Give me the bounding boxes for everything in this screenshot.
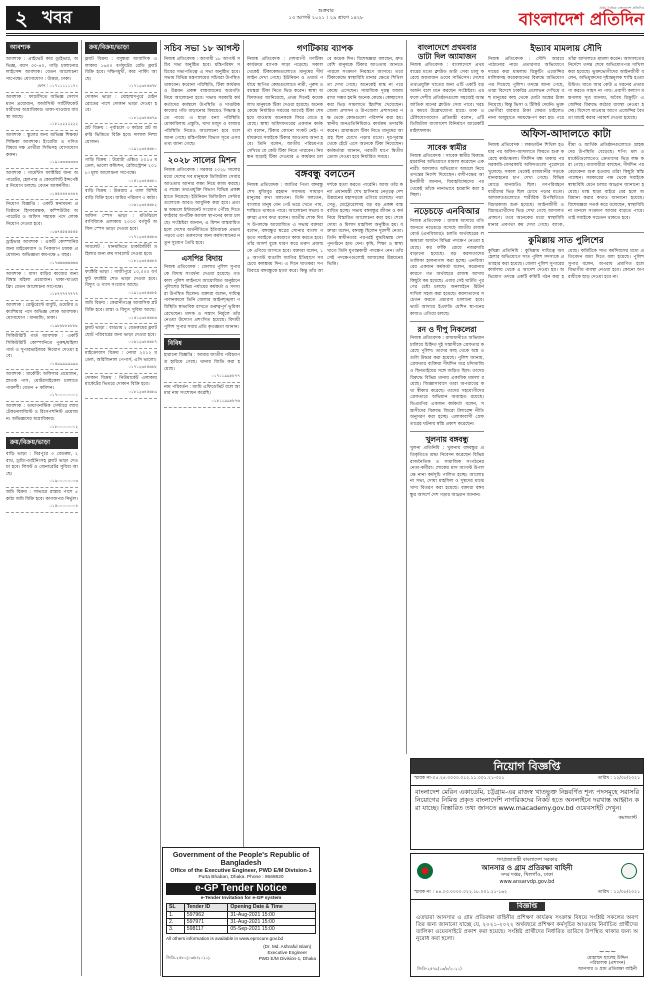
classified-ad-phone: ০১৬৭৫৫৫৫৫৫৫ <box>49 228 78 234</box>
issue-date <box>206 8 446 22</box>
article-body: নিজস্ব প্রতিবেদক : লকডাউন শিথিল হওয়ার পর অফিস-আদালতে ফিরতে শুরু করেছে কর্মচাঞ্চল্য। দীর্ঘদিন বন্ধ থাকার পর সরকারি-বেসরকারি অফিসগুলো পুরোদমে খুলেছে। সকাল থেকেই রাজধানীর সড়কে যানবাহনের চাপ দেখা গেছে। বিভিন্ন মোড়ে যানজটও ছিল। গণপরিবহনে যাত্রীদের ভিড় ছিল চোখে পড়ার মতো। আদালতগুলোতে শারীরিক উপস্থিতিতে বিচারকাজ শুরু হয়েছে। আইনজীবী ও বিচারপ্রার্থীদের ভিড় দেখা গেছে আদালত প্রাঙ্গণে। তবে অনেকের মধ্যে স্বাস্থ্যবিধি মানার প্রবণতা কম দেখা গেছে। ব্যাংক, বীমা ও আর্থিক প্রতিষ্ঠানগুলোতে গ্রাহকদের উপস্থিতি বেড়েছে। শপিং মল ও মার্কেটগুলোতেও ক্রেতাদের ভিড় লক্ষ করা গেছে। ব্যবসায়ীরা বলছেন, দীর্ঘদিন পর বেচাকেনা শুরু হওয়ায় তাঁরা কিছুটা স্বস্তি পাচ্ছেন। সরকারের পক্ষ থেকে সবাইকে স্বাস্থ্যবিধি মেনে চলার আহ্বান জানানো হয়েছে। মাস্ক ছাড়া বাইরে বের হলে জরিমানা করার কথাও জানানো হয়েছে। বিশেষজ্ঞরা সতর্ক করে বলেছেন, স্বাস্থ্যবিধি না মানলে সংক্রমণ আবার বাড়তে পারে। তাই সবাইকে সচেতন থাকতে হবে। <box>488 143 644 228</box>
classified-ad <box>164 353 240 382</box>
divider <box>488 125 644 126</box>
section-title: খবর <box>42 7 72 28</box>
classified-ad-text: মাইক্রোবাস বিক্রয় : নোয়া ২০১২ মডেল, অরিজিনাল পেপার্স, এসি ভালো। <box>85 350 157 363</box>
ansar-signature <box>578 947 637 973</box>
classified-ad-text: আবশ্যক : স্কুলের জন্য অভিজ্ঞ শিক্ষক/শিক্ষিকা আবশ্যক। ইংরেজি ও গণিত বিষয়ে দক্ষ প্রার্থীরা সিভিসহ যোগাযোগ করুন। <box>6 132 78 158</box>
classified-ad-text: নাম পরিবর্তন : আমি এফিডেভিট বলে আমার নাম সংশোধন করেছি। <box>164 384 240 397</box>
divider <box>247 165 403 166</box>
headline-comilla-police: কুমিল্লায় সাত পুলিশের <box>528 236 604 247</box>
classified-ad-text: আবশ্যক : প্রাইভেট কার ড্রাইভার, অভিজ্ঞ, বয়স ৩০-৪০, গাড়ি চালানোর লাইসেন্স আবশ্যক। বেতন আলোচনা সাপেক্ষে। যোগাযোগ : উত্তরা, ঢাকা। <box>6 57 78 82</box>
tender-sign-row <box>166 942 316 961</box>
ansar-logo-icon <box>621 863 637 879</box>
classified-ad-text: আবশ্যক : ডায়াগনস্টিক সেন্টারে ল্যাব টেকনোলজিস্ট ও রিসেপশনিস্ট প্রয়োজন। অভিজ্ঞদের অগ্রাধিকার। <box>6 403 78 422</box>
tender-cell: 597971 <box>184 919 228 926</box>
ansar-sign-2: পরিচালক (প্রশাসন) <box>589 961 626 967</box>
ansar-sign-3: আনসার ও গ্রাম প্রতিরক্ষা বাহিনী <box>578 967 637 973</box>
classified-ad <box>85 126 157 155</box>
classified-ad-phone: ০১৮৭৭৭৭৭৭৭৭ <box>49 291 78 297</box>
classified-ad-text: বাড়ি বিক্রয় : উত্তরায় ৫ তলা বিশিষ্ট বাড়ি বিক্রি হবে। জমির পরিমাণ ৩ কাঠা। <box>85 189 157 201</box>
classified-ad-text: বাড়ি ভাড়া : মিরপুরে ৩ বেডরুম, ২ বাথ, ড্রয়িং-ডাইনিংসহ ফ্ল্যাট ভাড়া দেওয়া হবে। লিফট ও জেনারেটর সুবিধা আছে। <box>6 452 78 477</box>
signature-scribble: ~~~ <box>598 947 617 956</box>
ansar-date: তারিখ : ১১/০৮/২০২১ <box>597 890 640 896</box>
headline-sp-farewell: এসপির বিদায় <box>181 254 223 264</box>
news-column-4 <box>247 42 403 842</box>
ansar-header <box>411 854 643 888</box>
classified-ad <box>85 189 157 212</box>
classified-ad <box>6 202 78 238</box>
classified-ad <box>85 376 157 399</box>
article-body: নিজস্ব প্রতিবেদক : আগামী ১৮ আগস্ট সচিব সভা অনুষ্ঠিত হবে। মন্ত্রিপরিষদ সচিবের সভাপতিত্বে এ সভা অনুষ্ঠিত হবে। সভায় বিভিন্ন মন্ত্রণালয়ের সচিবরা উপস্থিত থাকবেন। করোনা পরিস্থিতি, টিকা কার্যক্রম ও উন্নয়ন প্রকল্প বাস্তবায়নের অগ্রগতি নিয়ে আলোচনা হবে। সভায় সরকারি কর্মকর্তাদের কর্মস্থলে উপস্থিতি ও দাপ্তরিক কাজের গতি বাড়ানোর বিষয়েও সিদ্ধান্ত হতে পারে। এ ছাড়া বন্যা পরিস্থিতি মোকাবিলায় প্রস্তুতি, খাদ্য মজুদ ও বাজার পরিস্থিতি নিয়েও আলোচনা হবে বলে জানা গেছে। মন্ত্রিপরিষদ বিভাগ সূত্রে এসব তথ্য জানা গেছে। <box>164 56 240 148</box>
classified-ad-phone: ফোন : ০১৭১১১১১১৭১ <box>37 83 78 89</box>
article-body: নিজস্ব প্রতিবেদক : দেশব্যাপী গণটিকা কার্যক্রমে ব্যাপক সাড়া পড়েছে। সকাল থেকেই টিকাকেন্দ্রগুলোতে মানুষের দীর্ঘ লাইন দেখা গেছে। ইউনিয়ন ও ওয়ার্ড পর্যায়ে স্থাপিত কেন্দ্রগুলোতে নারী, পুরুষ ও বয়স্করা টিকা নিতে ভিড় করেন। স্বাস্থ্য অধিদফতর জানিয়েছে, প্রথম দিনেই কয়েক লাখ মানুষকে টিকা দেওয়া হয়েছে। অনেক কেন্দ্রে নির্ধারিত সময়ের আগেই টিকা শেষ হয়ে যাওয়ায় অনেককে ফিরে যেতে হয়েছে। স্বাস্থ্য অধিদফতরের একজন কর্মকর্তা বলেন, টিকার কোনো সংকট নেই। পর্যায়ক্রমে সবাইকে টিকার আওতায় আনা হবে। তিনি বলেন, জাতীয় পরিচয়পত্র দেখিয়ে যে কেউ টিকা নিতে পারবেন। নিবন্ধন ছাড়াই টিকা দেওয়ার এ কার্যক্রম চলবে কয়েক দিন। বিশেষজ্ঞরা বলছেন, দ্রুত বেশি মানুষকে টিকার আওতায় আনতে পারলে সংক্রমণ নিয়ন্ত্রণে আসবে। তবে টিকাকেন্দ্রে স্বাস্থ্যবিধি মানার ক্ষেত্রে শিথিলতা দেখা গেছে। অনেকেই মাস্ক না পরে কেন্দ্রে এসেছেন। সামাজিক দূরত্ব বজায় রাখা সম্ভব হয়নি অনেক কেন্দ্রে। স্বেচ্ছাসেবকরা ভিড় সামলাতে হিমশিম খেয়েছেন। জেলা প্রশাসন ও উপজেলা প্রশাসনের পক্ষ থেকে কেন্দ্রগুলো পরিদর্শন করা হয়। স্থানীয় জনপ্রতিনিধিরাও কার্যক্রম তদারকি করেন। গ্রামাঞ্চলে টিকা নিতে মানুষের আগ্রহ ছিল চোখে পড়ার মতো। দূর-দূরান্ত থেকে হেঁটে এসে অনেকে টিকা নিয়েছেন। কর্মকর্তারা জানান, পরবর্তী ধাপে দ্বিতীয় ডোজ দেওয়া হবে নির্ধারিত সময়ে। <box>247 56 403 161</box>
headline-mission-2028: ২০২৮ সালের মিশন <box>167 155 237 166</box>
tender-row <box>167 919 316 926</box>
article-body: কুমিল্লা প্রতিনিধি : কুমিল্লায় দায়িত্বে অবহেলার অভিযোগে সাত পুলিশ সদস্যকে প্রত্যাহার করা হয়েছে। জেলা পুলিশ সুপারের কার্যালয় থেকে এ আদেশ দেওয়া হয়। অভিযোগ তদন্তে একটি কমিটি গঠন করা হয়েছে। কমিটিকে সাত কর্মদিবসের মধ্যে প্রতিবেদন জমা দিতে বলা হয়েছে। পুলিশ সুপার বলেন, অপরাধ প্রমাণিত হলে বিভাগীয় ব্যবস্থা নেওয়া হবে। কোনো অপরাধীকে ছাড় দেওয়া হবে না। <box>488 248 644 281</box>
classifieds-column-2 <box>85 42 157 978</box>
headline-bangabandhu: বঙ্গবন্ধু বলতেন <box>295 169 355 180</box>
article-body: নিজস্ব প্রতিবেদক : সৌদি আরবে পাঠানোর নামে প্রতারণার অভিযোগে দায়ের করা মামলায় রিক্রুটিং এজেন্সির মালিকসহ কয়েকজনের বিরুদ্ধে অভিযোগপত্র দিয়েছে পুলিশ। তদন্তে জানা গেছে, তারা বিদেশে চাকরির প্রলোভন দেখিয়ে বহু মানুষের কাছ থেকে মোটা অঙ্কের টাকা নিয়েছে। কিন্তু ভিসা ও টিকিট দেয়নি। ভুক্তভোগীরা বারবার টাকা ফেরত চাইলেও নানা অজুহাতে সময়ক্ষেপণ করা হয়। পরে তাঁরা আদালতে মামলা করেন। আদালতের নির্দেশে তদন্ত শেষে অভিযোগপত্র দাখিল করা হয়েছে। ভুক্তভোগীদের আইনজীবী বলেন, অভিযুক্তদের দৃষ্টান্তমূলক শাস্তি হওয়া উচিত। যাতে আর কেউ এ ধরনের প্রতারণা করতে সাহস না পায়। প্রবাসী কল্যাণ মন্ত্রণালয় সূত্র জানায়, অবৈধ রিক্রুটিং এজেন্সির বিরুদ্ধে কঠোর ব্যবস্থা নেওয়া হচ্ছে। বিদেশে যাওয়ার আগে এজেন্সির বৈধতা যাচাই করার পরামর্শ দেওয়া হয়েছে। <box>488 56 644 121</box>
classified-ad-text: ফ্ল্যাট বিক্রয় : বসুন্ধরা আবাসিক এলাকায় ১৬০০ বর্গফুটের রেডি ফ্ল্যাট বিক্রি হবে। দক্ষিণমুখী, কার পার্কিং আছে। <box>85 57 157 82</box>
classified-ad <box>85 57 157 93</box>
column-divider <box>81 40 82 976</box>
tender-table <box>166 903 316 934</box>
classified-ad <box>6 95 78 131</box>
divider <box>164 334 240 335</box>
headline-ron-dipu: রন ও দীপু নিকলেরা <box>417 325 477 335</box>
classified-ad-phone: ০১৮০০০০০০০২ <box>49 423 78 429</box>
ansar-body: এতদ্বারা আনসার ও গ্রাম প্রতিরক্ষা বাহিনীর প্রশিক্ষণ কার্যক্রম সংক্রান্ত বিষয়ে সংশ্লিষ্ট সকলের অবগতির জন্য জানানো যাচ্ছে যে, ২০২১-২০২২ অর্থবছরে প্রশিক্ষণ কর্মসূচির আওতায় নির্বাচিত প্রার্থীদের তালিকা ওয়েবসাইটে প্রকাশ করা হয়েছে। সংশ্লিষ্ট প্রার্থীদের নির্ধারিত তারিখে উপস্থিত থাকার জন্য অনুরোধ করা হলো। <box>416 914 638 943</box>
classified-ad-text: দোকান বিক্রয় : নিউমার্কেট এলাকায় মার্কেটের ভিতরে দোকান বিক্রি হবে। <box>85 375 157 388</box>
classified-ad <box>6 452 78 488</box>
tender-cell: 1. <box>167 911 185 918</box>
tender-cell: 598117 <box>184 926 228 933</box>
recruitment-memo: স্মারক নং-০৫.২৪.০০০০.০১২.১১.০০১.২১-৩২১ <box>414 776 505 781</box>
column-divider <box>243 40 244 848</box>
issue-day: শুক্রবার <box>318 8 334 14</box>
divider <box>410 203 484 204</box>
classified-ad-phone: ০১৫১২৩৪৫৬৮৬ <box>128 314 157 320</box>
classified-ad-text: সাবলেট : ধানমন্ডিতে চাকরিজীবী মহিলার জন্য রুম সাবলেট দেওয়া হবে। <box>85 245 157 257</box>
classified-ad <box>6 133 78 169</box>
classified-ad <box>85 95 157 124</box>
misc-head: বিবিধ <box>164 338 240 350</box>
recruitment-title: নিয়োগ বিজ্ঞপ্তি <box>411 759 643 774</box>
classified-ad-phone: ০১৯১২৩৪৫৬৮০ <box>128 146 157 152</box>
classifieds-head-2: ক্রয়/বিক্রয়/ভাড়া <box>6 437 78 449</box>
tender-footer: All others information is available in www.eprocure.gov.bd <box>166 935 284 941</box>
divider <box>164 152 240 153</box>
ansar-org <box>482 857 573 885</box>
classified-ad-phone: ০১৯৮৮৮৮৮৮৮৮ <box>49 322 78 328</box>
classified-ad <box>85 326 157 349</box>
tender-cell: 05-Sep-2021 15:00 <box>228 926 316 933</box>
logo-tagline: প্রথম দৈনিক বাংলাদেশ প্রতিদিন <box>599 6 644 10</box>
classified-ad-text: ফ্যাক্টরি ভাড়া : গাজীপুরে ১০,০০০ বর্গফুট ফ্যাক্টরি শেড ভাড়া দেওয়া হবে। বিদ্যুৎ ও গ্যাস সংযোগ আছে। <box>85 270 157 289</box>
recruitment-sign: কমান্ড্যান্ট <box>618 814 637 821</box>
tender-col-header: Opening Date & Time <box>228 904 316 911</box>
classified-ad-text: দোকান ভাড়া : মোহাম্মদপুরে মেইন রোডের পাশে দোকান ভাড়া দেওয়া হবে। <box>85 94 157 114</box>
classified-ad-text: আবশ্যক : ফার্মেসিতে অভিজ্ঞ সেলসম্যান প্রয়োজন, ফার্মাসিস্ট সার্টিফিকেটধারীদের অগ্রাধিকার। থাকা-খাওয়ার ব্যবস্থা আছে। <box>6 94 78 120</box>
classified-ad-phone: ০১৫০০০০০০০৪ <box>49 503 78 509</box>
recruitment-date: তারিখ : ১২/০৮/২০২১ <box>597 776 640 781</box>
ansar-org-2: আনসার ও গ্রাম প্রতিরক্ষা বাহিনী <box>481 863 573 872</box>
article-body: নিজস্ব প্রতিবেদক : সরকার ২০২৮ সালের মধ্যে দেশের সব মানুষকে ডিজিটাল সেবার আওতায় আনার লক্ষ্য নিয়ে কাজ করছে। এ লক্ষ্যে তথ্যপ্রযুক্তি বিভাগ বিভিন্ন প্রকল্প হাতে নিয়েছে। ইউনিয়ন ডিজিটাল সেন্টারগুলোকে আরও আধুনিক করা হবে। প্রত্যন্ত অঞ্চলে ইন্টারনেট সংযোগ পৌঁছে দিতে ফাইবার অপটিক ক্যাবল স্থাপনের কাজ চলছে। সংশ্লিষ্টরা জানান, এ মিশন বাস্তবায়িত হলে দেশের অর্থনীতিতে ইতিবাচক প্রভাব পড়বে এবং তরুণদের জন্য কর্মসংস্থানের নতুন সুযোগ তৈরি হবে। <box>164 168 240 246</box>
classified-ad-text: নিয়োগ বিজ্ঞপ্তি : একটি স্বনামধন্য প্রতিষ্ঠানে হিসাবরক্ষক, কম্পিউটার অপারেটর ও অফিস সহায়ক পদে লোক নিয়োগ দেওয়া হবে। <box>6 202 78 228</box>
column-divider <box>160 40 161 976</box>
classified-ad-phone: ০১৭১২৩৪৫৬৮৮ <box>128 364 157 370</box>
tender-col-header: Tender ID <box>184 904 228 911</box>
ansar-org-1: গণপ্রজাতন্ত্রী বাংলাদেশ সরকার <box>496 857 558 863</box>
tender-sign-1: (Dr. Md. Ashraful Islam) <box>263 944 312 950</box>
classified-ad-text: জমি বিক্রয় : কেরানীগঞ্জে আবাসিক প্লট বিক্রি হবে। রাস্তা ও বিদ্যুৎ সুবিধা আছে। <box>85 301 157 313</box>
classified-ad-phone: ০১৮১২৩৪৫৬৮৯ <box>128 388 157 394</box>
tender-cell: 31-Aug-2021 15:00 <box>228 919 316 926</box>
classified-ad-text: আবশ্যক : রেস্টুরেন্টে বাবুর্চি, ওয়েটার ও ক্যাশিয়ার পদে অভিজ্ঞ লোক আবশ্যক। যোগাযোগ : ধানমন্ডি, ঢাকা। <box>6 303 78 322</box>
recruitment-memo-row <box>411 774 643 786</box>
page-number: ২ <box>15 5 29 30</box>
news-column-5 <box>410 42 484 754</box>
ansar-memo-row <box>411 888 643 900</box>
classifieds-column-1 <box>6 42 78 978</box>
classified-ad-text: সিকিউরিটি গার্ড আবশ্যক : একটি সিকিউরিটি কোম্পানিতে পুরুষ/মহিলা গার্ড ও সুপারভাইজার নিয়োগ দেওয়া হবে। <box>6 334 78 360</box>
article-body: নিজস্ব প্রতিবেদক : জাতির পিতা বঙ্গবন্ধু শেখ মুজিবুর রহমান সবসময় সাধারণ মানুষের কথা বলতেন। তিনি বলতেন, বাংলার মানুষ যেন পেট ভরে খেতে পায়, শান্তিতে থাকতে পারে। আলোচনা সভায় বক্তারা এসব কথা বলেন। জাতীয় শোক দিবস উপলক্ষে আয়োজিত এ সভায় বক্তারা বলেন, বঙ্গবন্ধুর স্বপ্নের সোনার বাংলা গড়তে সবাইকে একযোগে কাজ করতে হবে। তাঁর আদর্শ বুকে ধারণ করে তরুণ প্রজন্মকে এগিয়ে আসতে হবে। বক্তারা বলেন, ১৫ আগস্ট বাঙালি জাতির ইতিহাসে সবচেয়ে কলঙ্কময় দিন। এ দিনে ঘাতকরা সপরিবারে বঙ্গবন্ধুকে হত্যা করে। কিন্তু তাঁর আদর্শকে হত্যা করতে পারেনি। আজ তাঁর কন্যা প্রধানমন্ত্রী শেখ হাসিনার নেতৃত্বে দেশ উন্নয়নের মহাসড়কে এগিয়ে চলেছে। পদ্মা সেতু, মেট্রোরেলসহ বড় বড় প্রকল্প বাস্তবায়িত হচ্ছে। সভায় বঙ্গবন্ধুর জীবন ও কর্ম নিয়ে বিস্তারিত আলোচনা করা হয়। শেষে দোয়া ও মিলাদ মাহফিল অনুষ্ঠিত হয়। বক্তারা বলেন, বঙ্গবন্ধু ছিলেন দূরদর্শী নেতা। তিনি স্বাধীনতার পরপরই যুদ্ধবিধ্বস্ত দেশ পুনর্গঠনে হাত দেন। কৃষি, শিক্ষা ও স্বাস্থ্য খাতে তিনি যুগান্তকারী পদক্ষেপ নেন। তাঁর সেই পদক্ষেপগুলোই আজকের উন্নয়নের ভিত্তি। <box>247 183 403 274</box>
headline-office-court: অফিস-আদালতে কাটা <box>520 129 612 141</box>
ansar-gd: জিডি-২৫৭৯(১৩/৮/২০২১) <box>417 966 462 972</box>
headline-amazon-data: বাংলাদেশে প্রথমবার ডাটা দিল অ্যামাজন <box>417 43 477 61</box>
classified-ad-text: ফ্ল্যাট ভাড়া : বাড্ডায় ২ বেডরুমের ফ্ল্যাট ছোট পরিবারের জন্য ভাড়া দেওয়া হবে। <box>85 326 157 338</box>
classified-list-2 <box>6 452 78 513</box>
classified-ad <box>164 385 240 408</box>
ansar-title-wrap <box>411 902 643 912</box>
masthead <box>6 6 644 40</box>
classified-ad-phone: ০১৯০০০০০০০৩ <box>49 478 78 484</box>
classified-ad-text: জমি বিক্রয় : সাভারে রাস্তার পাশে ৫ কাঠা জমি বিক্রি হবে। কাগজপত্র নির্ভুল। <box>6 490 78 502</box>
ansar-vdp-notice <box>410 853 644 977</box>
classified-ad-text: ড্রাইভার আবশ্যক : একটি কোম্পানির জন্য মাইক্রোবাস ও পিকআপ চালক প্রয়োজন। অভিজ্ঞতা কমপক্ষে ৫ বছর। <box>6 240 78 259</box>
article-body: নিজস্ব প্রতিবেদক : রাজধানীতে অভিযান চালিয়ে চিহ্নিত দুই সন্ত্রাসীকে গ্রেফতার করেছে পুলিশ। তাদের কাছ থেকে অস্ত্র ও গুলি উদ্ধার করা হয়েছে। পুলিশ জানায়, গ্রেফতার ব্যক্তিরা দীর্ঘদিন ধরে চাঁদাবাজি ও ছিনতাইয়ের সঙ্গে জড়িত ছিল। তাদের বিরুদ্ধে বিভিন্ন থানায় একাধিক মামলা রয়েছে। জিজ্ঞাসাবাদে তারা অপরাধের কথা স্বীকার করেছে। তাদের সহযোগীদের গ্রেফতারে অভিযান অব্যাহত রয়েছে। ডিএমপির একজন কর্মকর্তা বলেন, সন্ত্রাসীদের বিরুদ্ধে জিরো টলারেন্স নীতি অনুসরণ করা হচ্ছে। এলাকাবাসী গ্রেফতারের ঘটনায় স্বস্তি প্রকাশ করেছেন। <box>410 336 484 427</box>
tender-address: Purta Bhaban, Dhaka. Phone : 9569820 <box>198 874 284 880</box>
classified-ad-phone: ০১৫৯৯৯৯৯৯৯৯ <box>49 360 78 366</box>
classified-ad-phone: ০১৭১২৩৪৫৬৮৩ <box>128 233 157 239</box>
headline-ex-husband: সাবেক স্বামীর <box>427 142 467 152</box>
classified-ad-phone: ০১৫৫৪৪৪৪৪৪৪ <box>49 190 78 196</box>
tender-row <box>167 926 316 933</box>
headline-sochib-sova: সচিব সভা ১৮ আগস্ট <box>164 44 240 54</box>
classifieds-head: ক্রয়/বিক্রয়/ভাড়া <box>85 42 157 54</box>
classified-ad-text: আবশ্যক : গার্মেন্টস ফ্যাক্টরির জন্য অপারেটর, হেলপার ও কোয়ালিটি ইন্সপেক্টর নিয়োগ চলছে। বেতন আকর্ষণীয়। <box>6 170 78 190</box>
classified-ad-text: আবশ্যক : বাসা বাড়ির কাজের জন্য বিশ্বস্ত মহিলা প্রয়োজন। থাকা-খাওয়া ফ্রি। বেতন আলোচনা সাপেক্ষে। <box>6 271 78 290</box>
classified-ad-phone: ০১৭১২৩৪৫৬৭৮ <box>128 83 157 89</box>
tender-row <box>167 911 316 918</box>
tender-signature <box>259 944 316 961</box>
tender-table-body <box>167 911 316 933</box>
tender-gd: জিডি-২৫৮০(১৩/৮/২০২১) <box>166 954 210 960</box>
classified-ad-phone: ০১৫১২৩৪৫৬৮১ <box>128 177 157 183</box>
classified-ad <box>6 372 78 401</box>
classified-ad <box>6 303 78 332</box>
tender-office: Office of the Executive Engineer, PWD E/M Division-1 <box>170 867 312 874</box>
classified-ad <box>85 158 157 187</box>
classified-list <box>85 57 157 399</box>
tender-col-header: SL <box>167 904 185 911</box>
ansar-title: বিজ্ঞপ্তি <box>509 902 545 911</box>
classified-ad <box>85 270 157 299</box>
recruitment-body: বাংলাদেশ মেরিন একাডেমি, চট্টগ্রাম-এর রাজস্ব খাতভুক্ত নিম্নবর্ণিত শূন্য পদসমূহে সরাসরি নিয়োগের নিমিত্ত প্রকৃত বাংলাদেশি নাগরিকদের নিকট হতে অনলাইনে দরখাস্ত আহ্বান করা যাচ্ছে। বিস্তারিত তথ্য জানতে www.macademy.gov.bd ওয়েবসাইট দেখুন। <box>415 787 639 813</box>
ansar-memo: স্মারক নং : ৪৪.০৩.০০০০.০২২.১৮.০০১.২১-১৬২ <box>414 890 508 896</box>
article-body: নিজস্ব প্রতিবেদক : রাজস্ব আদায়ে গতি আনতে নড়েচড়ে বসেছে জাতীয় রাজস্ব বোর্ড (এনবিআর)। চলতি অর্থবছরের লক্ষ্যমাত্রা অর্জনে বিভিন্ন পদক্ষেপ নেওয়া হয়েছে। কর ফাঁকি রোধে নজরদারি বাড়ানো হয়েছে। বড় করদাতাদের তালিকা হালনাগাদ করা হচ্ছে। এনবিআরের একজন কর্মকর্তা বলেন, করোনার কারণে গত অর্থবছরে রাজস্ব আদায় কিছুটা কম হয়েছে। এবার সেই ঘাটতি পূরণের চেষ্টা চলছে। অনলাইনে রিটার্ন দাখিল সহজ করা হয়েছে। করদাতাদের সচেতন করতে প্রচারণা চালানো হবে। ভ্যাট আদায়ে ইএফডি মেশিন স্থাপনের কাজও এগিয়ে চলছে। <box>410 219 484 317</box>
tender-title: e-GP Tender Notice <box>166 883 316 895</box>
classified-ad-phone: ০১৯১২৩৪৫৬৮৫ <box>128 289 157 295</box>
classified-ad <box>6 334 78 370</box>
classified-list <box>6 57 78 433</box>
classified-ad-phone: ০১৬১২৩৪৫৬৮৭ <box>128 339 157 345</box>
tender-cell: 31-Aug-2021 15:00 <box>228 911 316 918</box>
article-body: নিজস্ব প্রতিবেদক : জেলার পুলিশ সুপারকে বিদায় সংবর্ধনা দেওয়া হয়েছে। গতকাল পুলিশ লাইনসে আয়োজিত অনুষ্ঠানে পুলিশের বিভিন্ন পর্যায়ের কর্মকর্তা ও সদস্যরা উপস্থিত ছিলেন। বক্তারা বলেন, দায়িত্ব পালনকালে তিনি জেলার আইনশৃঙ্খলা পরিস্থিতি স্বাভাবিক রাখতে গুরুত্বপূর্ণ ভূমিকা রেখেছেন। মাদক ও সন্ত্রাস নির্মূলে তাঁর নেওয়া উদ্যোগ প্রশংসিত হয়েছে। বিদায়ী পুলিশ সুপার সবার প্রতি কৃতজ্ঞতা জানান। <box>164 265 240 330</box>
newspaper-logo <box>478 6 644 30</box>
classified-ad-phone: ০১৭০০০০০০০১ <box>49 392 78 398</box>
classified-ad <box>6 404 78 433</box>
issue-date-text: ১৩ আগস্ট ২০২১ । ২৯ শ্রাবণ ১৪২৮ <box>288 15 364 21</box>
tender-gov: Government of the People's Republic of Bangladesh <box>172 850 310 868</box>
tender-cell: 2. <box>167 919 185 926</box>
classified-ad <box>6 57 78 93</box>
tender-cell: 3. <box>167 926 185 933</box>
classifieds-head: আবশ্যক <box>6 42 78 54</box>
classified-ad <box>6 272 78 301</box>
divider <box>488 232 644 233</box>
news-column-6 <box>488 42 644 754</box>
classified-ad-text: গাড়ি বিক্রয় : টয়োটা এক্সিও ২০১৫ মডেল, ভালো কন্ডিশন, রেজিস্ট্রেশন ২০১৮। মূল্য আলোচনা সাপেক্ষে। <box>85 157 157 176</box>
ansar-sign-1: মোহাম্মদ ছালেহ উদ্দিন <box>586 955 629 961</box>
classified-ad <box>6 240 78 269</box>
classified-ad-phone: ০১৮১২২২২২২২ <box>49 121 78 127</box>
classified-ad <box>6 171 78 200</box>
column-divider <box>406 40 407 754</box>
classified-ad-text: আবশ্যক : মার্কেটিং অফিসার প্রয়োজন, স্নাতক পাস, মোটরসাইকেল চালাতে পারদর্শী। বেতন + কমিশন। <box>6 372 78 391</box>
govt-emblem-icon <box>417 863 433 879</box>
article-body: খুলনা প্রতিনিধি : খুলনায় বঙ্গবন্ধুর প্রতিকৃতিতে শ্রদ্ধা নিবেদন করেছেন বিভিন্ন রাজনৈতিক ও সামাজিক সংগঠনের নেতা-কর্মীরা। শোকের মাস আগস্ট উপলক্ষে নানা কর্মসূচি পালিত হচ্ছে। আলোচনা সভা, দোয়া মাহফিল ও দুস্থদের মাঝে খাদ্য বিতরণ করা হয়েছে। বক্তারা বঙ্গবন্ধুর আদর্শে দেশ গড়ার আহ্বান জানান। <box>410 446 484 498</box>
page-badge <box>6 6 100 30</box>
headline-khulna: খুলনায় বঙ্গবন্ধু <box>425 435 469 445</box>
classified-ad <box>85 301 157 324</box>
misc-list <box>164 353 240 407</box>
tender-sign-2: Executive Engineer <box>267 950 308 956</box>
recruitment-notice <box>410 758 644 850</box>
masthead-rule <box>6 33 644 36</box>
egp-tender-notice <box>162 847 320 977</box>
classified-ad <box>85 351 157 374</box>
divider <box>410 139 484 140</box>
tender-subtitle: e-Tender Invitation for e-GP system <box>200 895 282 901</box>
tender-cell: 597962 <box>184 911 228 918</box>
headline-nbr: নড়েচড়ে এনবিআর <box>414 206 480 217</box>
classified-ad-text: প্লট বিক্রয় : পূর্বাচলে ৩ কাঠার প্লট জরুরি ভিত্তিতে বিক্রি হবে। দালাল নিষ্প্রয়োজন। <box>85 126 157 145</box>
classified-ad <box>85 245 157 268</box>
classified-ad-text: অফিস স্পেস ভাড়া : মতিঝিলে বাণিজ্যিক এলাকায় ২০০০ বর্গফুট অফিস স্পেস ভাড়া দেওয়া হবে। <box>85 213 157 233</box>
classified-ad-phone: ০১৮১২৩৪৫৬৭৯ <box>128 114 157 120</box>
classified-ad-phone: ০১৮১১৯৯৮৮৭৬ <box>211 397 240 403</box>
classified-ad <box>6 490 78 513</box>
headline-saudi-case: ইভ্যাব মামলায় সৌদি <box>530 44 602 54</box>
ansar-web: www.ansarvdp.gov.bd <box>499 878 555 885</box>
news-column-3 <box>164 42 240 842</box>
tender-table-header <box>167 904 316 911</box>
classified-ad-phone: ০১৭১১৯৯৮৮৭৭ <box>211 373 240 379</box>
tender-sign-3: PWD E/M Division-1, Dhaka <box>258 955 316 961</box>
divider <box>410 431 484 432</box>
headline-mass-vaccination: গণটিকায় ব্যাপক <box>296 44 354 54</box>
classified-ad-phone: ০১৬১২৩৪৫৬৮২ <box>128 202 157 208</box>
classified-ad-phone: ০১৯১৩৩৩৩৩৩৩ <box>49 159 78 165</box>
classified-ad-phone: ০১৭৬৬৬৬৬৬৬৬ <box>49 260 78 266</box>
article-body: নিজস্ব প্রতিবেদক : সাবেক স্বামীর বিরুদ্ধে হয়রানির অভিযোগে মামলা করেছেন এক নারী। আদালত অভিযোগ আমলে নিয়ে তদন্তের নির্দেশ দিয়েছেন। বাদীপক্ষের আইনজীবী জানান, বিবাহবিচ্ছেদের পর থেকেই তাঁকে নানাভাবে হয়রানি করা হচ্ছিল। <box>410 153 484 199</box>
classified-ad-phone: ০১৮১২৩৪৫৬৮৪ <box>128 258 157 264</box>
classified-ad-text: হারানো বিজ্ঞপ্তি : আমার জাতীয় পরিচয়পত্র হারিয়ে গেছে। থানায় জিডি করা হয়েছে। <box>164 353 240 372</box>
classified-ad <box>85 214 157 243</box>
ansar-org-3: সদর দপ্তর, খিলগাঁও, ঢাকা <box>500 872 554 879</box>
divider <box>410 321 484 322</box>
divider <box>164 250 240 251</box>
article-body: নিজস্ব প্রতিবেদক : বাংলাদেশে প্রথমবারের মতো ক্লাউড ডাটা সেবা চালু করেছে অ্যামাজন ওয়েব সার্ভিসেস। দেশের তথ্যপ্রযুক্তি খাতের জন্য এটি একটি বড় অর্জন বলে মনে করছেন সংশ্লিষ্টরা। এর ফলে দেশীয় প্রতিষ্ঠানগুলো সহজেই আন্তর্জাতিক মানের ক্লাউড সেবা পাবে। খরচও কমবে উল্লেখযোগ্য হারে। ডাক ও টেলিযোগাযোগ প্রতিমন্ত্রী বলেন, এটি ডিজিটাল বাংলাদেশ বিনির্মাণে আরেকটি মাইলফলক। <box>410 63 484 134</box>
logo-name: বাংলাদেশ প্রতিদিন <box>518 10 644 30</box>
